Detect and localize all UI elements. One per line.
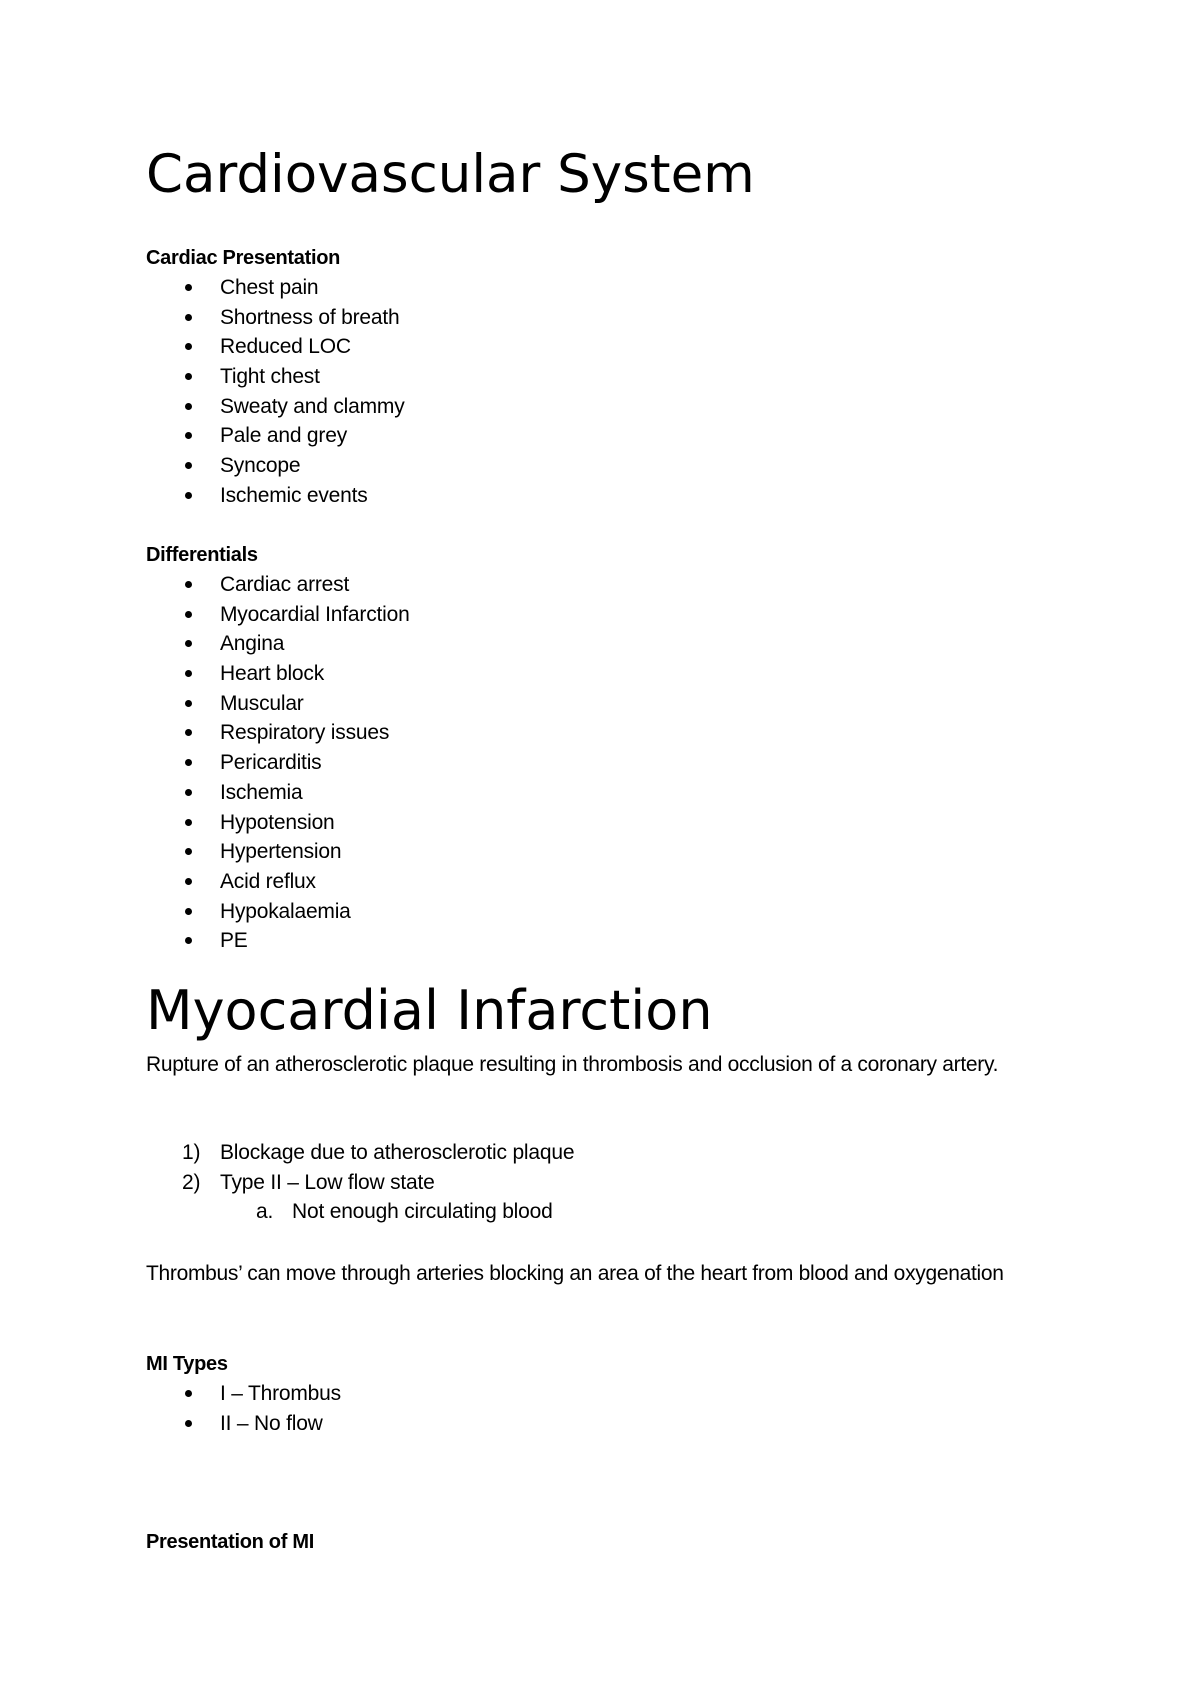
- bullet-icon: [185, 492, 192, 499]
- document-page: Cardiovascular System Cardiac Presentation Chest pain Shortness of breath Reduced LOC Tight chest Sweaty and clammy Pale and grey Syncope Ischemic events Differentials Cardiac arrest Myocardial Infarction Angina Heart block Muscular Respiratory issues Pericarditis Ischemia Hypotension Hypertension Acid reflux Hypokalaemia PE Myocardial Infarction Rupture of an atherosclerotic plaque resulting in thrombosis and occlusion of a coronary artery. 1) Blockage due to atherosclerotic plaque 2) Type II – Low flow state a. Not enough circulating blood Thrombus’ can move through arteries blocking an area of the heart from blood and oxygenation MI Types I – Thrombus II – No flow Presentation of MI: [0, 0, 1200, 1698]
- mi-types-heading: MI Types: [146, 1353, 228, 1375]
- bullet-icon: [185, 670, 192, 677]
- section-title-myocardial-infarction: Myocardial Infarction: [146, 979, 713, 1042]
- bullet-icon: [185, 848, 192, 855]
- bullet-icon: [185, 1420, 192, 1427]
- bullet-icon: [185, 700, 192, 707]
- bullet-icon: [185, 759, 192, 766]
- bullet-icon: [185, 611, 192, 618]
- bullet-icon: [185, 432, 192, 439]
- bullet-icon: [185, 789, 192, 796]
- bullet-icon: [185, 908, 192, 915]
- bullet-icon: [185, 314, 192, 321]
- cardiac-presentation-heading: Cardiac Presentation: [146, 247, 341, 269]
- presentation-of-mi-heading: Presentation of MI: [146, 1531, 314, 1553]
- bullet-icon: [185, 937, 192, 944]
- bullet-icon: [185, 581, 192, 588]
- thrombus-paragraph: Thrombus’ can move through arteries blocking an area of the heart from blood and oxygenation: [146, 1262, 1004, 1285]
- bullet-icon: [185, 462, 192, 469]
- mi-definition: Rupture of an atherosclerotic plaque resulting in thrombosis and occlusion of a coronary artery.: [146, 1053, 999, 1076]
- bullet-icon: [185, 1390, 192, 1397]
- page-title: Cardiovascular System: [146, 144, 755, 205]
- differentials-heading: Differentials: [146, 544, 258, 566]
- bullet-icon: [185, 878, 192, 885]
- bullet-icon: [185, 403, 192, 410]
- bullet-icon: [185, 343, 192, 350]
- bullet-icon: [185, 640, 192, 647]
- bullet-icon: [185, 373, 192, 380]
- bullet-icon: [185, 819, 192, 826]
- bullet-icon: [185, 729, 192, 736]
- bullet-icon: [185, 284, 192, 291]
